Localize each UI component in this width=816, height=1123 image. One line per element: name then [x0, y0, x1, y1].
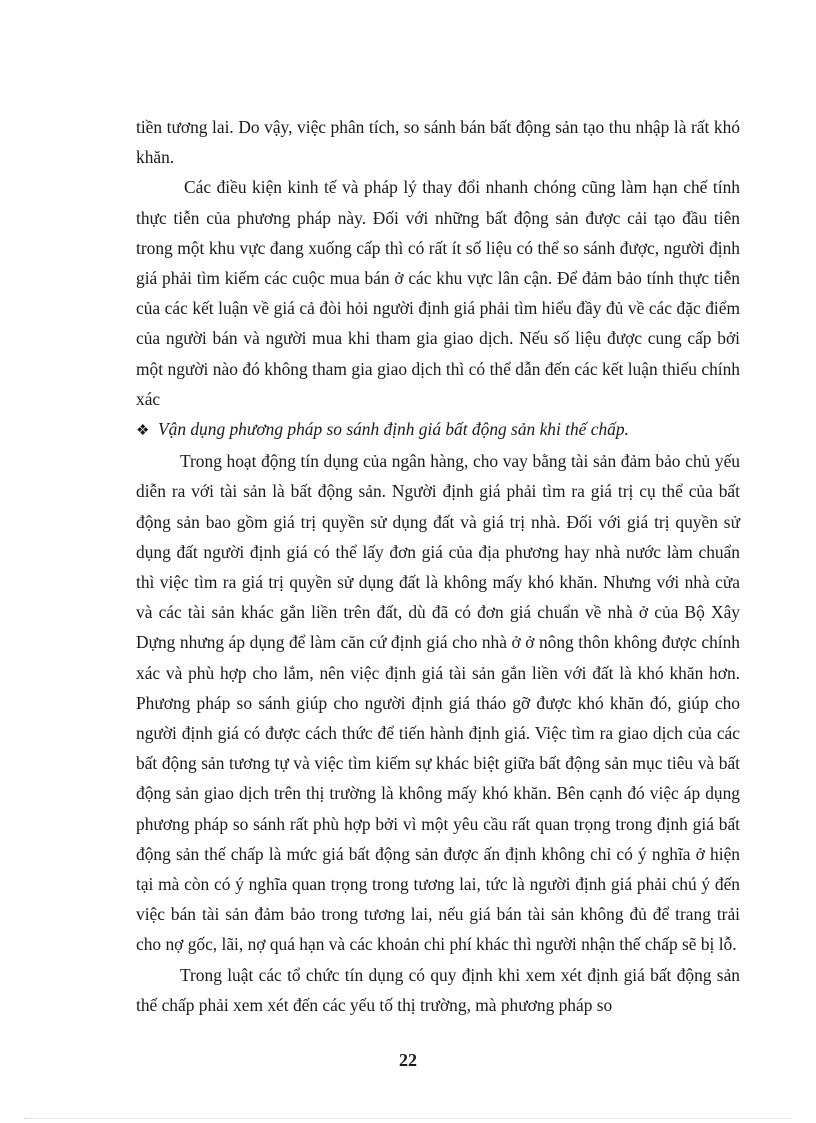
section-heading-text: Vận dụng phương pháp so sánh định giá bất động sản khi thế chấp. [158, 419, 629, 440]
section-heading [136, 414, 740, 446]
paragraph-economic-conditions: Các điều kiện kinh tế và pháp lý thay đổi nhanh chóng cũng làm hạn chế tính thực tiễn của phương pháp này. Đối với những bất động sản được cải tạo đầu tiên trong một khu vực đang xuống cấp thì có rất ít số liệu có thể so sánh được, người định giá phải tìm kiếm các cuộc mua bán ở các khu vực lân cận. Để đảm bảo tính thực tiễn của các kết luận về giá cả đòi hỏi người định giá phải tìm hiểu đầy đủ về các đặc điểm của người bán và người mua khi tham gia giao dịch. Nếu số liệu được cung cấp bởi một người nào đó không tham gia giao dịch thì có thể dẫn đến các kết luận thiếu chính xác [136, 177, 740, 409]
footer-divider [24, 1118, 792, 1119]
paragraph-credit-law: Trong luật các tổ chức tín dụng có quy định khi xem xét định giá bất động sản thế chấp phải xem xét đến các yếu tố thị trường, mà phương pháp so [136, 964, 740, 1015]
page-number: 22 [399, 1050, 417, 1070]
diamond-bullet-icon: ❖ [136, 423, 150, 440]
paragraph-credit-activity: Trong hoạt động tín dụng của ngân hàng, cho vay bằng tài sản đảm bảo chủ yếu diễn ra với tài sản là bất động sản. Người định giá phải tìm ra giá trị cụ thể của bất động sản bao gồm giá trị quyền sử dụng đất và giá trị nhà. Đối với giá trị quyền sử dụng đất người định giá có thể lấy đơn giá của địa phương hay nhà nước làm chuẩn thì việc tìm ra giá trị quyền sử dụng đất là không mấy khó khăn. Nhưng với nhà cửa và các tài sản khác gắn liền trên đất, dù đã có đơn giá chuẩn về nhà ở của Bộ Xây Dựng nhưng áp dụng để làm căn cứ định giá cho nhà ở ở nông thôn không được chính xác và phù hợp cho lắm, nên việc định giá tài sản gắn liền với đất là khó khăn hơn. Phương pháp so sánh giúp cho người định giá tháo gỡ được khó khăn đó, giúp cho người định giá có được cách thức để tiến hành định giá. Việc tìm ra giao dịch của các bất động sản tương tự và việc tìm kiếm sự khác biệt giữa bất động sản mục tiêu và bất động sản giao dịch trên thị trường là không mấy khó khăn. Bên cạnh đó việc áp dụng phương pháp so sánh rất phù hợp bởi vì một yêu cầu rất quan trọng trong định giá bất động sản thế chấp là mức giá bất động sản được ấn định không chỉ có ý nghĩa ở hiện tại mà còn có ý nghĩa quan trọng trong tương lai, tức là người định giá phải chú ý đến việc bán tài sản đảm bảo trong tương lai, nếu giá bán tài sản không đủ để trang trải cho nợ gốc, lãi, nợ quá hạn và các khoản chi phí khác thì người nhận thế chấp sẽ bị lỗ. [136, 451, 740, 955]
paragraph-continuation: tiền tương lai. Do vậy, việc phân tích, so sánh bán bất động sản tạo thu nhập là rất khó khăn. [136, 117, 740, 168]
body-text [136, 112, 740, 1020]
